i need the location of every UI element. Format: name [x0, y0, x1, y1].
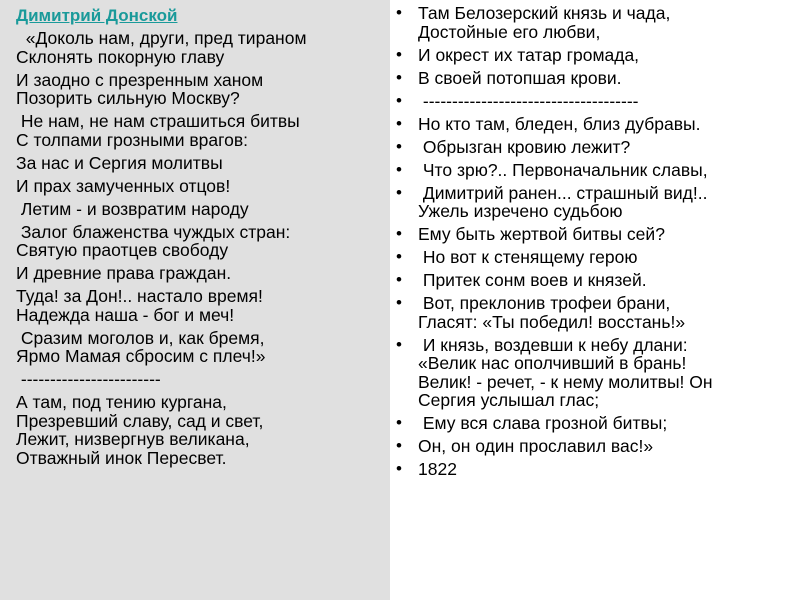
- bullet-item: • Там Белозерский князь и чада, Достойные его любви,: [390, 4, 792, 41]
- right-column: [390, 0, 800, 600]
- poem-line: За нас и Сергия молитвы: [16, 152, 223, 173]
- bullet-item-year: • 1822: [390, 460, 792, 479]
- bullet-item: • Обрызган кровию лежит?: [390, 138, 792, 157]
- poem-line: Летим - и возвратим народу: [16, 198, 249, 219]
- bullet-item: • Он, он один прославил вас!»: [390, 437, 792, 456]
- bullet-item: • И князь, воздевши к небу длани: «Велик нас ополчивший в брань! Велик! - речет, - к нему молитвы! Он Сергия услышал глас;: [390, 336, 792, 410]
- poem-line: И древние права граждан.: [16, 263, 232, 283]
- bullet-item: • В своей потопшая крови.: [390, 69, 792, 88]
- poem-line: Сразим моголов и, как бремя, Ярмо Мамая сбросим с плеч!»: [16, 327, 266, 366]
- poem-title-link[interactable]: Димитрий Донской: [16, 6, 178, 25]
- bullet-item: • И окрест их татар громада,: [390, 46, 792, 65]
- poem-line: И прах замученных отцов!: [16, 175, 231, 196]
- bullet-item: • Что зрю?.. Первоначальник славы,: [390, 161, 792, 180]
- bullet-item-separator: • -------------------------------------: [390, 92, 792, 111]
- poem-line: «Доколь нам, други, пред тираном Склонять покорную главу: [16, 28, 307, 67]
- poem-line: А там, под тению кургана, Презревший славу, сад и свет, Лежит, низвергнув великана, Отважный инок Пересвет.: [16, 392, 264, 468]
- poem-line: И заодно с презренным ханом Позорить сильную Москву?: [16, 69, 264, 108]
- separator-line: ------------------------: [16, 369, 161, 389]
- left-column: [0, 0, 390, 600]
- bullet-item: • Димитрий ранен... страшный вид!.. Ужель изречено судьбою: [390, 184, 792, 221]
- bullet-item: • Но кто там, бледен, близ дубравы.: [390, 115, 792, 134]
- bullet-item: • Вот, преклонив трофеи брани, Гласят: «Ты победил! восстань!»: [390, 294, 792, 331]
- bullet-item: • Ему быть жертвой битвы сей?: [390, 225, 792, 244]
- bullet-list: [390, 4, 792, 479]
- poem-line: Туда! за Дон!.. настало время! Надежда наша - бог и меч!: [16, 286, 263, 325]
- bullet-item: • Притек сонм воев и князей.: [390, 271, 792, 290]
- bullet-item: • Ему вся слава грозной битвы;: [390, 414, 792, 433]
- bullet-item: • Но вот к стенящему герою: [390, 248, 792, 267]
- poem-line: Залог блаженства чуждых стран: Святую праотцев свободу: [16, 221, 291, 260]
- poem-line: Не нам, не нам страшиться битвы С толпами грозными врагов:: [16, 111, 300, 150]
